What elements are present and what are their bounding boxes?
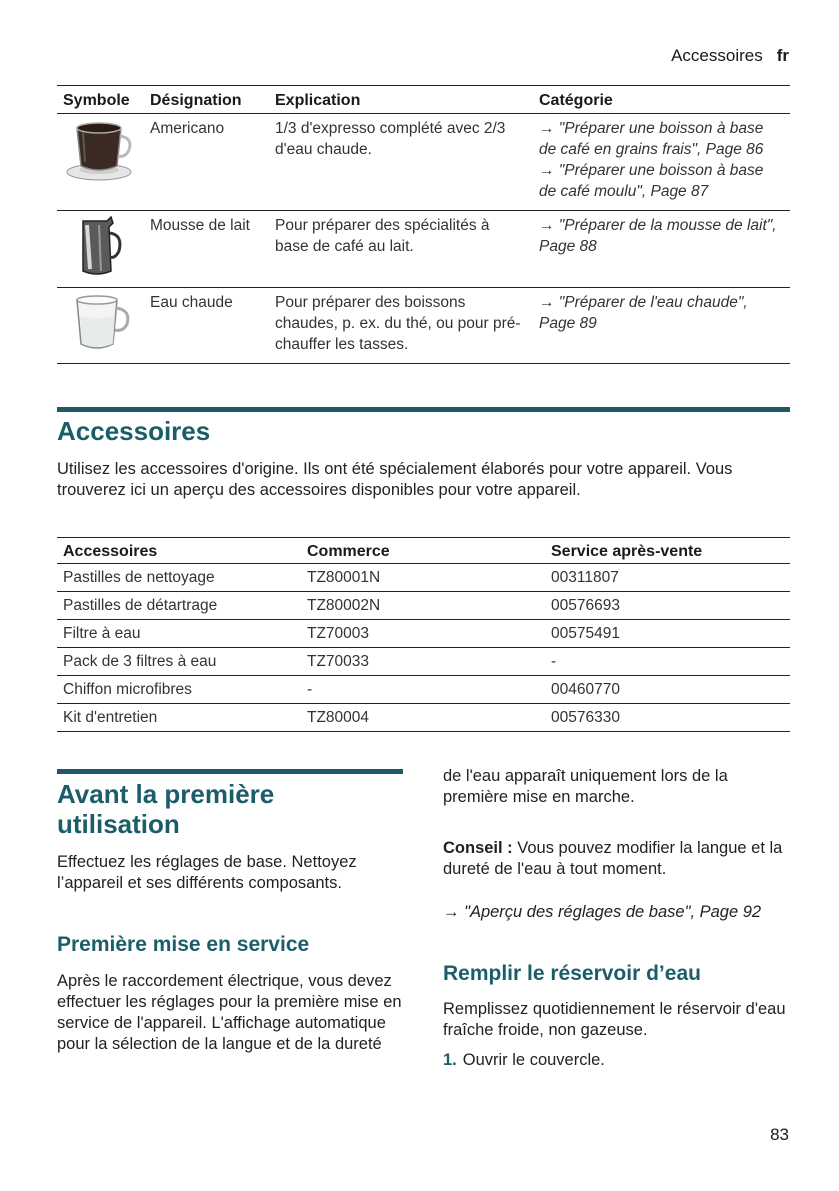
hot-water-glass-icon: [63, 292, 135, 354]
symbol-table: [57, 85, 790, 364]
table-row: [57, 648, 790, 676]
first-start-text-col1: [57, 971, 402, 1055]
step-item: [443, 1050, 788, 1071]
commerce-ref: TZ80004: [301, 704, 545, 732]
tip-text: Vous pouvez modifier la langue et la dureté de l'eau à tout moment.: [443, 839, 783, 878]
category-cell: → "Préparer une boisson à base de café en grains frais", Page 86 → "Préparer une boisson à base de café moulu", Page 87: [533, 114, 790, 211]
service-ref: -: [545, 648, 790, 676]
accessory-name: Pastilles de nettoyage: [57, 564, 301, 592]
subsection-title-fill-tank: Remplir le réservoir d’eau: [443, 962, 701, 985]
symbol-cell: [57, 211, 144, 288]
service-ref: 00311807: [545, 564, 790, 592]
commerce-ref: -: [301, 676, 545, 704]
service-ref: 00460770: [545, 676, 790, 704]
accessories-table: [57, 537, 790, 732]
section-rule: [57, 407, 790, 412]
table-row: [57, 704, 790, 732]
first-start-text-continued: de l'eau apparaît uniquement lors de la première mise en marche.: [443, 767, 728, 806]
accessoires-intro: Utilisez les accessoires d'origine. Ils ont été spécialement élaborés pour votre appareil. Vous trouverez ici un aperçu des accessoires disponibles pour votre appareil.: [57, 460, 733, 499]
col-header-accessories: Accessoires: [57, 538, 301, 564]
table-row: [57, 620, 790, 648]
table-row: [57, 564, 790, 592]
header-lang: fr: [776, 46, 789, 65]
page-header: [671, 46, 789, 66]
section-rule: [57, 769, 403, 774]
category-cell: → "Préparer de l'eau chaude", Page 89: [533, 288, 790, 364]
page-number: 83: [770, 1125, 789, 1144]
step-text: Ouvrir le couvercle.: [462, 1051, 605, 1069]
category-cell: → "Préparer de la mousse de lait", Page 88: [533, 211, 790, 288]
symbol-cell: [57, 114, 144, 211]
milk-jug-icon: [63, 215, 135, 279]
tip-label: Conseil :: [443, 839, 513, 857]
table-row: [57, 288, 790, 364]
subsection-title-first-start: Première mise en service: [57, 933, 310, 956]
first-start-text: Après le raccordement électrique, vous devez effectuer les réglages pour la première mise en service de l'appareil. L'affichage automatique pour la sélection de la langue et de la dureté: [57, 972, 402, 1053]
tip-paragraph: [443, 838, 788, 880]
explanation-cell: 1/3 d'expresso complété avec 2/3 d'eau chaude.: [269, 114, 533, 211]
accessory-name: Chiffon microfibres: [57, 676, 301, 704]
table-row: [57, 114, 790, 211]
col-header-explanation: Explication: [269, 86, 533, 114]
designation-cell: Americano: [144, 114, 269, 211]
accessory-name: Pack de 3 filtres à eau: [57, 648, 301, 676]
col-header-designation: Désignation: [144, 86, 269, 114]
commerce-ref: TZ80002N: [301, 592, 545, 620]
col-header-service: Service après-vente: [545, 538, 790, 564]
first-use-intro: Effectuez les réglages de base. Nettoyez l’appareil et ses différents composants.: [57, 853, 357, 892]
commerce-ref: TZ70033: [301, 648, 545, 676]
section-title-accessoires: Accessoires: [57, 416, 211, 446]
designation-cell: Mousse de lait: [144, 211, 269, 288]
accessory-name: Pastilles de détartrage: [57, 592, 301, 620]
col-header-category: Catégorie: [533, 86, 790, 114]
accessory-name: Filtre à eau: [57, 620, 301, 648]
commerce-ref: TZ70003: [301, 620, 545, 648]
section-title-first-use: Avant la première utilisation: [57, 779, 275, 839]
col-header-symbol: Symbole: [57, 86, 144, 114]
first-start-text-col2: [443, 766, 788, 829]
table-row: [57, 211, 790, 288]
table-row: [57, 676, 790, 704]
col-header-commerce: Commerce: [301, 538, 545, 564]
service-ref: 00576693: [545, 592, 790, 620]
symbol-cell: [57, 288, 144, 364]
americano-cup-icon: [63, 118, 135, 184]
table-row: [57, 592, 790, 620]
header-section: Accessoires: [671, 46, 763, 65]
service-ref: 00575491: [545, 620, 790, 648]
commerce-ref: TZ80001N: [301, 564, 545, 592]
explanation-cell: Pour préparer des spécialités à base de café au lait.: [269, 211, 533, 288]
explanation-cell: Pour préparer des boissons chaudes, p. ex. du thé, ou pour pré-chauffer les tasses.: [269, 288, 533, 364]
step-number: 1.: [443, 1051, 457, 1069]
fill-tank-text: Remplissez quotidiennement le réservoir d'eau fraîche froide, non gazeuse.: [443, 1000, 786, 1039]
tip-reference-link[interactable]: → "Aperçu des réglages de base", Page 92: [443, 903, 762, 921]
accessory-name: Kit d'entretien: [57, 704, 301, 732]
first-start-text-col2-inner: [443, 766, 788, 808]
service-ref: 00576330: [545, 704, 790, 732]
designation-cell: Eau chaude: [144, 288, 269, 364]
